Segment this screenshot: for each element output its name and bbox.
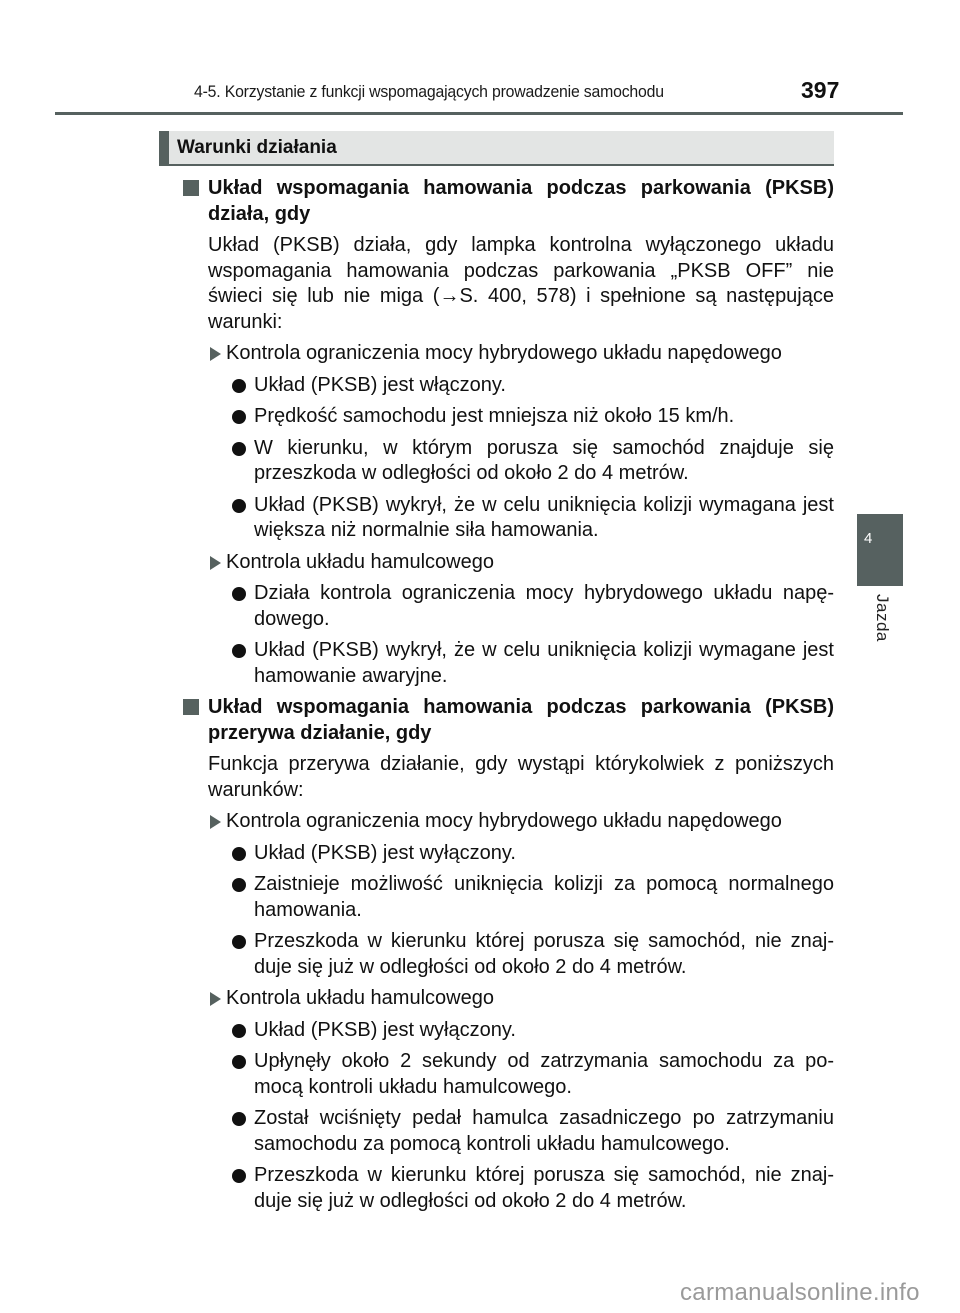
chapter-tab <box>857 514 903 586</box>
paragraph: Układ (PKSB) działa, gdy lampka kontrolna wyłączonego układu wspomagania hamowania podczas parkowania „PKSB OFF” nie świeci się lub nie miga (→S. 400, 578) i spełnione są następujące warunki: <box>208 234 834 333</box>
triangle-bullet-icon <box>210 347 221 361</box>
circle-bullet-icon <box>232 1169 246 1183</box>
list-item: W kierunku, w którym porusza się samochód znajduje się przeszkoda w odległości od około 2 do 4 metrów. <box>180 436 834 487</box>
triangle-bullet-icon <box>210 992 221 1006</box>
header-divider <box>55 112 903 115</box>
page-content <box>180 176 834 1220</box>
circle-bullet-icon <box>232 644 246 658</box>
list-item: Układ (PKSB) wykrył, że w celu uniknięcia kolizji wymagane jest hamowanie awaryjne. <box>180 638 834 689</box>
triangle-bullet-icon <box>210 556 221 570</box>
section-title-bar <box>159 131 834 166</box>
circle-bullet-icon <box>232 1055 246 1069</box>
circle-bullet-icon <box>232 847 246 861</box>
chapter-section-title: 4-5. Korzystanie z funkcji wspomagających prowadzenie samochodu <box>194 82 664 101</box>
triangle-bullet-icon <box>210 815 221 829</box>
list-item: Przeszkoda w kierunku której porusza się samochód, nie znaj-duje się już w odległości od około 2 do 4 metrów. <box>180 929 834 980</box>
list-item: Układ (PKSB) wykrył, że w celu uniknięcia kolizji wymagana jest większa niż normalnie siła hamowania. <box>180 493 834 544</box>
list-item: Zaistnieje możliwość uniknięcia kolizji za pomocą normalnego hamowania. <box>180 872 834 923</box>
circle-bullet-icon <box>232 379 246 393</box>
watermark: carmanualsonline.info <box>680 1279 920 1306</box>
list-item: Układ (PKSB) jest wyłączony. <box>180 841 834 867</box>
list-item: Upłynęły około 2 sekundy od zatrzymania samochodu za po-mocą kontroli układu hamulcowego. <box>180 1049 834 1100</box>
list-item: Układ (PKSB) jest wyłączony. <box>180 1018 834 1044</box>
paragraph: Funkcja przerywa działanie, gdy wystąpi którykolwiek z poniższych warunków: <box>208 753 834 801</box>
section-bar-stripe <box>159 131 169 166</box>
list-item: Układ (PKSB) jest włączony. <box>180 373 834 399</box>
list-item: Przeszkoda w kierunku której porusza się samochód, nie znaj-duje się już w odległości od około 2 do 4 metrów. <box>180 1163 834 1214</box>
circle-bullet-icon <box>232 410 246 424</box>
subsection-heading: Układ wspomagania hamowania podczas parkowania (PKSB) działa, gdy <box>180 176 834 227</box>
group-label: Kontrola układu hamulcowego <box>180 986 834 1012</box>
chapter-tab-number: 4 <box>864 530 873 547</box>
list-item: Prędkość samochodu jest mniejsza niż około 15 km/h. <box>180 404 834 430</box>
square-bullet-icon <box>183 699 199 715</box>
circle-bullet-icon <box>232 499 246 513</box>
circle-bullet-icon <box>232 878 246 892</box>
circle-bullet-icon <box>232 1112 246 1126</box>
page-number: 397 <box>801 77 840 103</box>
section-title: Warunki działania <box>177 137 337 158</box>
subsection-heading: Układ wspomagania hamowania podczas parkowania (PKSB) przerywa działanie, gdy <box>180 695 834 746</box>
list-item: Działa kontrola ograniczenia mocy hybrydowego układu napę-dowego. <box>180 581 834 632</box>
group-label: Kontrola ograniczenia mocy hybrydowego układu napędowego <box>180 341 834 367</box>
circle-bullet-icon <box>232 1024 246 1038</box>
circle-bullet-icon <box>232 442 246 456</box>
square-bullet-icon <box>183 180 199 196</box>
list-item: Został wciśnięty pedał hamulca zasadniczego po zatrzymaniu samochodu za pomocą kontroli układu hamulcowego. <box>180 1106 834 1157</box>
chapter-tab-label: Jazda <box>873 594 892 642</box>
circle-bullet-icon <box>232 587 246 601</box>
circle-bullet-icon <box>232 935 246 949</box>
group-label: Kontrola układu hamulcowego <box>180 550 834 576</box>
group-label: Kontrola ograniczenia mocy hybrydowego układu napędowego <box>180 809 834 835</box>
